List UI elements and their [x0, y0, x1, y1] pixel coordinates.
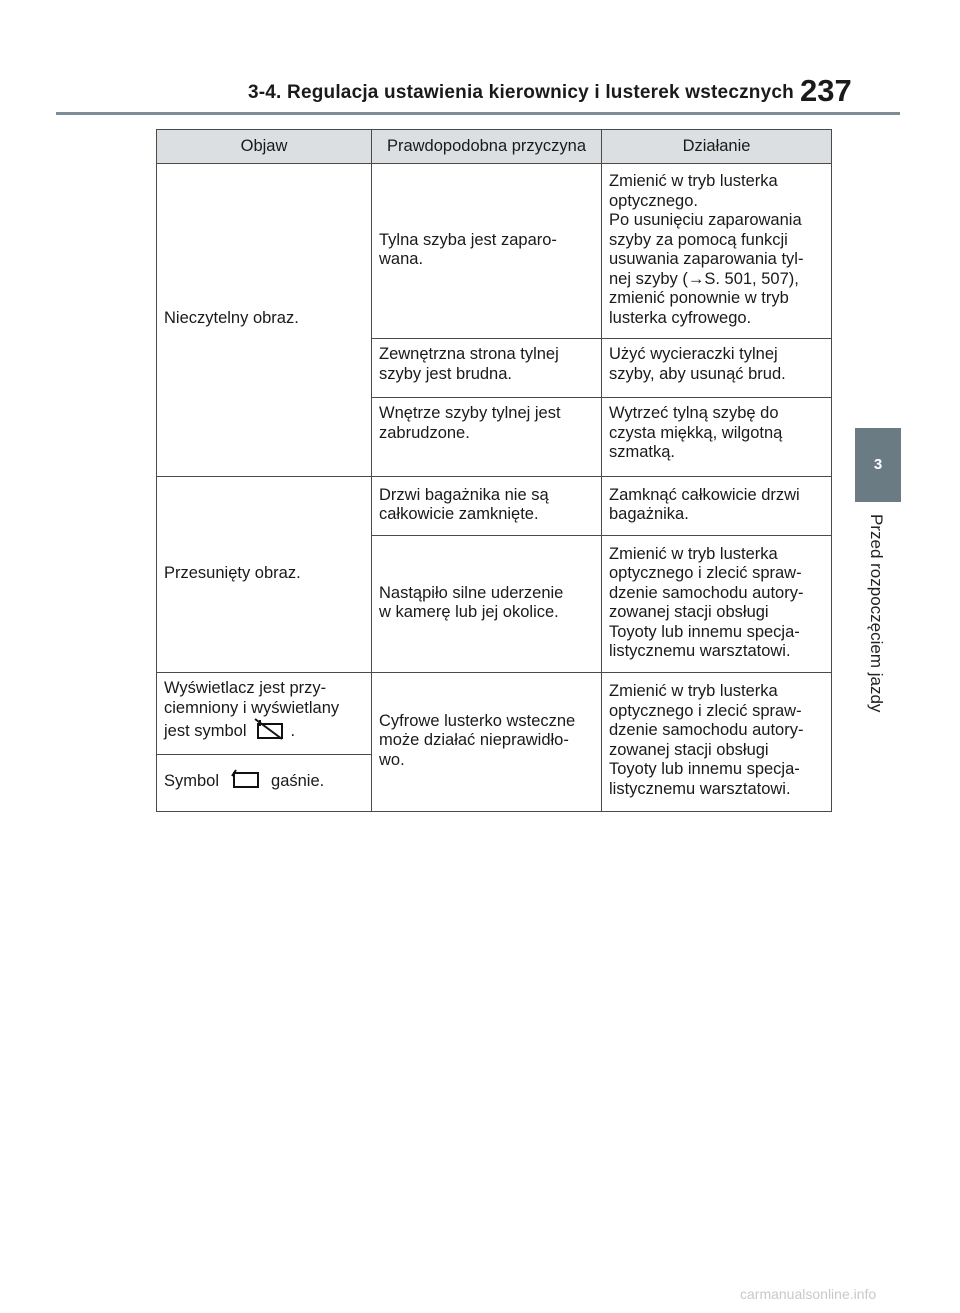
symptom-cell: [157, 673, 372, 755]
header-action: Działanie: [602, 130, 832, 164]
cause-text: Tylna szyba jest zaparo- wana.: [379, 230, 557, 268]
troubleshooting-table: [156, 129, 832, 812]
chapter-title: Przed rozpoczęciem jazdy: [867, 514, 886, 713]
action-text: Użyć wycieraczki tylnej szyby, aby usunąć brud.: [609, 345, 786, 383]
symptom-cell: [157, 477, 372, 673]
digital-mirror-crossed-icon: [253, 718, 285, 746]
symptom-cell: [157, 754, 372, 811]
symptom-text-dimmed-end: .: [290, 722, 296, 741]
action-text: Zmienić w tryb lusterka optycznego i zlecić spraw- dzenie samochodu autory- zowanej stacji obsługi Toyoty lub innemu specja- listycznemu warsztatowi.: [609, 682, 804, 798]
table-header-row: [157, 130, 832, 164]
digital-mirror-icon: [229, 768, 261, 796]
cause-text: Nastąpiło silne uderzenie w kamerę lub jej okolice.: [379, 583, 564, 621]
cause-cell: [372, 339, 602, 398]
table-row: [157, 477, 832, 536]
action-text: Zmienić w tryb lusterka optycznego. Po usunięciu zaparowania szyby za pomocą funkcji usuwania zaparowania tyl- nej szyby (→S. 501, 507), zmienić ponownie w tryb lusterka cyfrowego.: [609, 172, 804, 327]
section-title: 3-4. Regulacja ustawienia kierownicy i lusterek wstecznych: [248, 82, 794, 103]
symptom-text-dimmed: Wyświetlacz jest przy- ciemniony i wyświetlany jest symbol: [164, 679, 340, 741]
action-text: Wytrzeć tylną szybę do czysta miękką, wilgotną szmatką.: [609, 404, 783, 461]
table-row: [157, 164, 832, 339]
chapter-tab: 3: [855, 428, 901, 502]
cause-text: Wnętrze szyby tylnej jest zabrudzone.: [379, 404, 561, 442]
cause-cell: [372, 673, 602, 812]
cause-text: Zewnętrzna strona tylnej szyby jest brudna.: [379, 345, 559, 383]
cause-cell: [372, 477, 602, 536]
page-number: 237: [800, 73, 852, 108]
table-row: [157, 673, 832, 755]
cause-cell: [372, 536, 602, 673]
symptom-text-off: Symbol: [164, 771, 220, 790]
cause-cell: [372, 398, 602, 477]
cause-text: Drzwi bagażnika nie są całkowicie zamknięte.: [379, 485, 549, 523]
action-cell: [602, 536, 832, 673]
action-cell: [602, 477, 832, 536]
symptom-text: Przesunięty obraz.: [164, 563, 301, 582]
action-text: Zamknąć całkowicie drzwi bagażnika.: [609, 485, 800, 523]
cause-cell: [372, 164, 602, 339]
header-cause: Prawdopodobna przyczyna: [372, 130, 602, 164]
symptom-text: Nieczytelny obraz.: [164, 309, 299, 328]
header-divider: [56, 112, 900, 115]
symptom-text-off-end: gaśnie.: [271, 771, 325, 790]
action-cell: [602, 398, 832, 477]
action-cell: [602, 673, 832, 812]
action-text: Zmienić w tryb lusterka optycznego i zlecić spraw- dzenie samochodu autory- zowanej stacji obsługi Toyoty lub innemu specja- listycznemu warsztatowi.: [609, 544, 804, 660]
symptom-cell: [157, 164, 372, 477]
watermark: carmanualsonline.info: [740, 1286, 877, 1302]
header-symptom: Objaw: [157, 130, 372, 164]
action-cell: [602, 339, 832, 398]
action-cell: [602, 164, 832, 339]
cause-text: Cyfrowe lusterko wsteczne może działać nieprawidło- wo.: [379, 711, 576, 769]
